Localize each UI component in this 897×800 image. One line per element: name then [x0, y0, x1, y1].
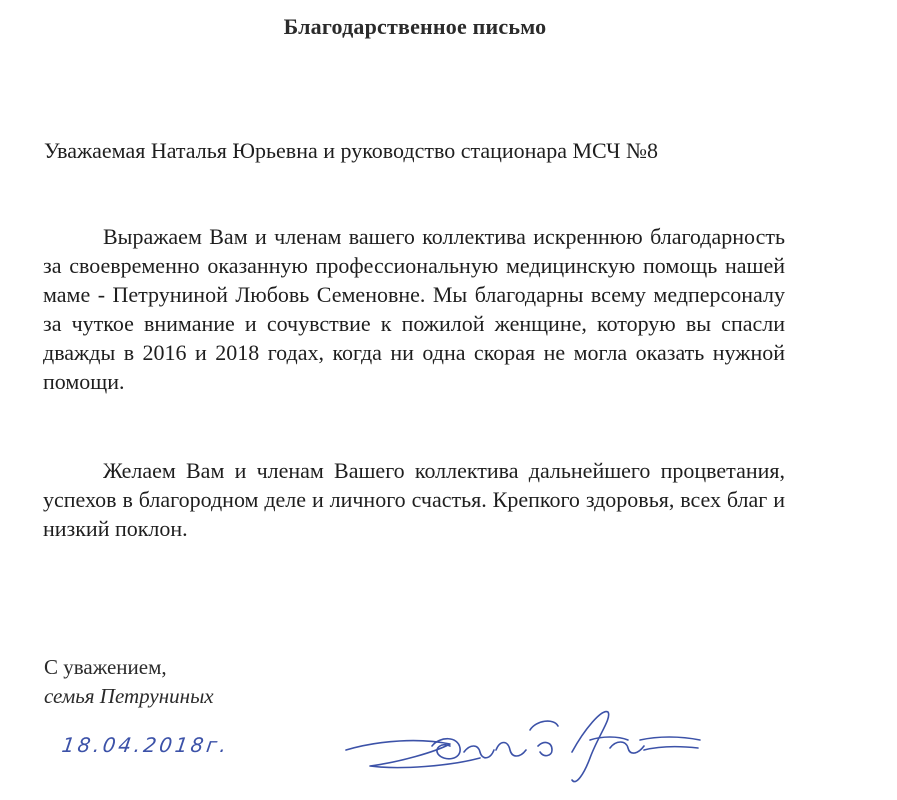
signatory: семья Петруниных [44, 684, 214, 708]
body-paragraph-1: Выражаем Вам и членам вашего коллектива искреннюю благодарность за своевременно оказанную профессиональную медицинскую помощь нашей маме - Петруниной Любовь Семеновне. Мы благодарны всему медперсоналу за чуткое внимание и сочувствие к пожилой женщине, которую вы спасли дважды в 2016 и 2018 годах, когда ни одна скорая не могла оказать нужной помощи. [43, 224, 785, 394]
handwritten-date: 18.04.2018г. [60, 733, 232, 757]
handwritten-signature [340, 700, 720, 790]
closing-phrase: С уважением, [44, 655, 167, 679]
body-paragraph-2: Желаем Вам и членам Вашего коллектива дальнейшего процветания, успехов в благородном деле и личного счастья. Крепкого здоровья, всех благ и низкий поклон. [43, 458, 785, 541]
closing-block [44, 653, 214, 711]
salutation: Уважаемая Наталья Юрьевна и руководство стационара МСЧ №8 [44, 138, 658, 163]
letter-title: Благодарственное письмо [283, 14, 547, 39]
